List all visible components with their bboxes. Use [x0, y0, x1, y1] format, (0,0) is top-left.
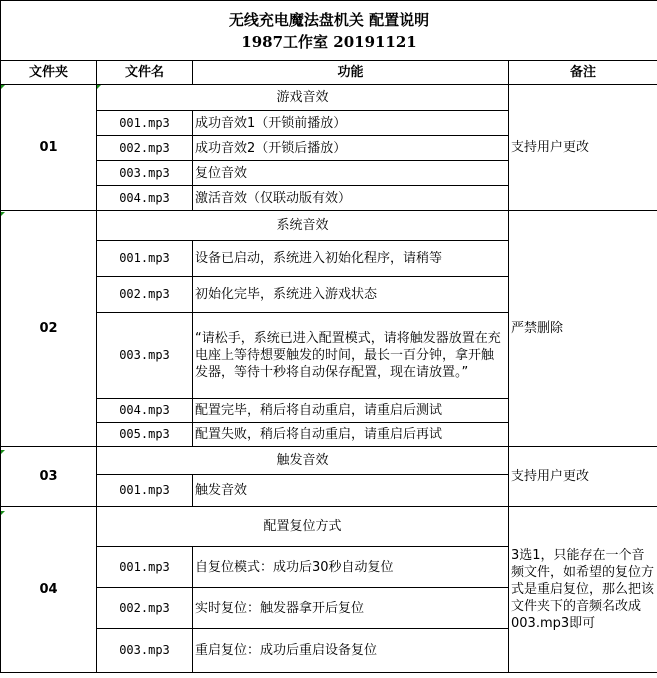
filename-cell[interactable]: 002.mp3 — [97, 588, 193, 629]
section-title[interactable]: 系统音效 — [97, 211, 509, 241]
section-title[interactable]: 配置复位方式 — [97, 507, 509, 547]
function-cell[interactable]: 实时复位：触发器拿开后复位 — [193, 588, 509, 629]
section-title[interactable]: 触发音效 — [97, 447, 509, 475]
filename-cell[interactable]: 001.mp3 — [97, 547, 193, 588]
function-cell[interactable]: 成功音效2（开锁后播放） — [193, 136, 509, 161]
function-cell[interactable]: 激活音效（仅联动版有效） — [193, 186, 509, 211]
title-line-1: 无线充电魔法盘机关 配置说明 — [228, 10, 430, 29]
filename-cell[interactable]: 002.mp3 — [97, 277, 193, 313]
filename-cell[interactable]: 003.mp3 — [97, 161, 193, 186]
folder-cell[interactable]: 04 — [1, 507, 97, 673]
cell-marker-icon — [1, 212, 5, 216]
header-filename[interactable]: 文件名 — [97, 61, 193, 85]
folder-cell[interactable]: 01 — [1, 85, 97, 211]
folder-cell[interactable]: 02 — [1, 211, 97, 447]
filename-cell[interactable]: 001.mp3 — [97, 241, 193, 277]
filename-cell[interactable]: 005.mp3 — [97, 423, 193, 447]
filename-cell[interactable]: 002.mp3 — [97, 136, 193, 161]
title-line-2: 1987工作室 20191121 — [241, 32, 417, 51]
section-title[interactable]: 游戏音效 — [97, 85, 509, 111]
cell-marker-icon — [97, 85, 101, 89]
function-cell[interactable]: 设备已启动，系统进入初始化程序，请稍等 — [193, 241, 509, 277]
function-cell[interactable]: “请松手，系统已进入配置模式，请将触发器放置在充电座上等待想要触发的时间，最长一百分钟，拿开触发器，等待十秒将自动保存配置，现在请放置。” — [193, 313, 509, 399]
function-cell[interactable]: 重启复位：成功后重启设备复位 — [193, 629, 509, 673]
cell-marker-icon — [1, 511, 5, 515]
header-notes[interactable]: 备注 — [509, 61, 657, 85]
title-cell[interactable] — [1, 1, 657, 61]
header-function[interactable]: 功能 — [193, 61, 509, 85]
note-cell[interactable]: 严禁删除 — [509, 211, 657, 447]
folder-cell[interactable]: 03 — [1, 447, 97, 507]
note-cell[interactable]: 支持用户更改 — [509, 447, 657, 507]
filename-cell[interactable]: 001.mp3 — [97, 111, 193, 136]
function-cell[interactable]: 初始化完毕，系统进入游戏状态 — [193, 277, 509, 313]
note-cell[interactable]: 3选1，只能存在一个音频文件，如希望的复位方式是重启复位，那么把该文件夹下的音频名改成003.mp3即可 — [509, 507, 657, 673]
function-cell[interactable]: 配置失败，稍后将自动重启，请重启后再试 — [193, 423, 509, 447]
filename-cell[interactable]: 004.mp3 — [97, 399, 193, 423]
function-cell[interactable]: 配置完毕，稍后将自动重启，请重启后测试 — [193, 399, 509, 423]
function-cell[interactable]: 成功音效1（开锁前播放） — [193, 111, 509, 136]
function-cell[interactable]: 触发音效 — [193, 475, 509, 507]
note-cell[interactable]: 支持用户更改 — [509, 85, 657, 211]
cell-marker-icon — [1, 85, 5, 89]
function-cell[interactable]: 复位音效 — [193, 161, 509, 186]
filename-cell[interactable]: 001.mp3 — [97, 475, 193, 507]
filename-cell[interactable]: 004.mp3 — [97, 186, 193, 211]
function-cell[interactable]: 自复位模式：成功后30秒自动复位 — [193, 547, 509, 588]
header-folder[interactable]: 文件夹 — [1, 61, 97, 85]
filename-cell[interactable]: 003.mp3 — [97, 313, 193, 399]
filename-cell[interactable]: 003.mp3 — [97, 629, 193, 673]
cell-marker-icon — [1, 450, 5, 454]
